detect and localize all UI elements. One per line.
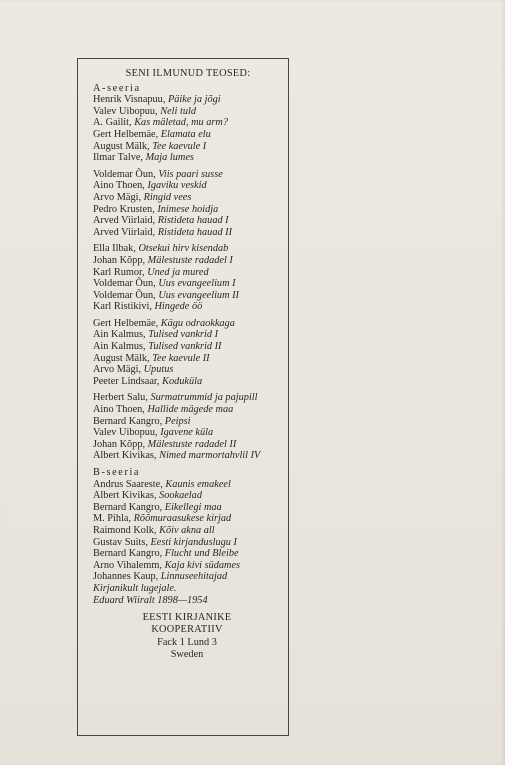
book-title: Uputus bbox=[143, 364, 174, 376]
series-a-group bbox=[93, 392, 281, 462]
book-author: August Mälk, bbox=[93, 140, 150, 152]
book-entry bbox=[93, 341, 281, 353]
book-author: Karl Ristikivi, bbox=[93, 301, 152, 313]
series-a-group bbox=[93, 169, 281, 239]
book-title: Nimed marmortahvlil IV bbox=[159, 450, 261, 462]
book-author: Bernard Kangro, bbox=[93, 548, 163, 560]
book-title: Elamata elu bbox=[160, 128, 211, 140]
book-author: Ilmar Talve, bbox=[93, 152, 143, 164]
book-title: Ristideta hauad II bbox=[157, 226, 233, 238]
book-entry bbox=[93, 479, 281, 491]
book-entry bbox=[93, 548, 281, 560]
series-a-list bbox=[93, 94, 281, 462]
book-author: Voldemar Õun, bbox=[93, 168, 156, 180]
book-author: Arvo Mägi, bbox=[93, 191, 142, 203]
book-title: Maja lumes bbox=[145, 152, 194, 164]
book-entry bbox=[93, 106, 281, 118]
book-author: Ain Kalmus, bbox=[93, 341, 146, 353]
book-title: Tee kaevule II bbox=[152, 352, 210, 364]
book-title: Eesti kirjanduslugu I bbox=[150, 536, 237, 548]
book-author: Ella Ilbak, bbox=[93, 243, 136, 255]
book-title: Sookaelad bbox=[159, 490, 202, 502]
book-author: Gert Helbemäe, bbox=[93, 128, 159, 140]
book-author: Johan Kõpp, bbox=[93, 254, 146, 266]
book-title: Tee kaevule I bbox=[152, 140, 207, 152]
book-entry bbox=[93, 364, 281, 376]
book-author: Henrik Visnapuu, bbox=[93, 94, 166, 106]
book-author: A. Gailit, bbox=[93, 117, 132, 129]
book-entry bbox=[93, 117, 281, 129]
book-title: Flucht und Bleibe bbox=[164, 548, 239, 560]
book-entry bbox=[93, 450, 281, 462]
book-author: Gert Helbemäe, bbox=[93, 317, 159, 329]
book-title: Uus evangeelium II bbox=[158, 289, 239, 301]
book-title: Igavene küla bbox=[160, 427, 214, 439]
book-author: Albert Kivikas, bbox=[93, 490, 157, 502]
book-entry bbox=[93, 416, 281, 428]
book-author: Andrus Saareste, bbox=[93, 478, 163, 490]
book-entry bbox=[93, 513, 281, 525]
book-title: Linnuseehitajad bbox=[160, 571, 228, 583]
book-entry bbox=[93, 129, 281, 141]
book-entry bbox=[93, 353, 281, 365]
book-author: Peeter Lindsaar, bbox=[93, 375, 160, 387]
book-entry bbox=[93, 255, 281, 267]
book-entry bbox=[93, 180, 281, 192]
book-author: Albert Kivikas, bbox=[93, 450, 157, 462]
book-title: Uus evangeelium I bbox=[158, 278, 236, 290]
book-entry bbox=[93, 490, 281, 502]
series-a-group bbox=[93, 243, 281, 313]
book-author: Pedro Krusten, bbox=[93, 203, 155, 215]
book-author: Gustav Suits, bbox=[93, 536, 148, 548]
book-author: Valev Uibopuu, bbox=[93, 105, 158, 117]
book-title: Rõõmuraasukese kirjad bbox=[133, 513, 232, 525]
book-author: August Mälk, bbox=[93, 352, 150, 364]
list-heading: SENI ILMUNUD TEOSED: bbox=[125, 68, 251, 79]
book-author: Raimond Kolk, bbox=[93, 524, 157, 536]
series-b-label: B-seeria bbox=[93, 467, 141, 478]
book-entry bbox=[93, 141, 281, 153]
book-entry bbox=[93, 537, 281, 549]
book-title: Päike ja jõgi bbox=[167, 94, 221, 106]
book-title: Eikellegi maa bbox=[164, 501, 222, 513]
book-author: Herbert Salu, bbox=[93, 392, 148, 404]
book-title: Kaja kivi südames bbox=[164, 559, 241, 571]
book-entry bbox=[93, 439, 281, 451]
publisher-address: Fack 1 Lund 3 bbox=[157, 636, 217, 648]
publisher-name-line: KOOPERATIIV bbox=[151, 624, 223, 636]
book-title: Otsekui hirv kisendab bbox=[138, 243, 229, 255]
book-title: Kas mäletad, mu arm? bbox=[134, 117, 229, 129]
book-entry bbox=[93, 152, 281, 164]
book-title: Uned ja mured bbox=[147, 266, 209, 278]
book-author: Arved Viirlaid, bbox=[93, 226, 156, 238]
book-author: Johannes Kaup, bbox=[93, 571, 159, 583]
book-entry bbox=[93, 94, 281, 106]
book-entry bbox=[93, 329, 281, 341]
book-title: Peipsi bbox=[164, 415, 191, 427]
book-title: Kaunis emakeel bbox=[165, 478, 231, 490]
book-title: Surmatrummid ja pajupill bbox=[150, 392, 258, 404]
series-a-group bbox=[93, 318, 281, 388]
book-author: Karl Rumor, bbox=[93, 266, 145, 278]
book-title: Ristideta hauad I bbox=[157, 215, 229, 227]
book-author: Arvo Mägi, bbox=[93, 364, 142, 376]
book-entry bbox=[93, 169, 281, 181]
book-author: Arved Viirlaid, bbox=[93, 215, 156, 227]
book-entry bbox=[93, 301, 281, 313]
book-entry bbox=[93, 318, 281, 330]
book-author: Voldemar Õun, bbox=[93, 289, 156, 301]
book-title: Inimese hoidja bbox=[157, 203, 219, 215]
publisher-name-line: EESTI KIRJANIKE bbox=[142, 612, 232, 624]
series-a-group bbox=[93, 94, 281, 164]
book-entry bbox=[93, 227, 281, 239]
book-title: Mälestuste radadel II bbox=[147, 438, 237, 450]
book-entry bbox=[93, 267, 281, 279]
book-entry bbox=[93, 204, 281, 216]
publisher-country: Sweden bbox=[170, 648, 204, 660]
book-title: Kõiv akna all bbox=[159, 524, 215, 536]
book-title: Hingede öö bbox=[154, 301, 203, 313]
book-entry bbox=[93, 571, 281, 583]
book-author: Bernard Kangro, bbox=[93, 415, 163, 427]
book-entry bbox=[93, 392, 281, 404]
book-author: Aino Thoen, bbox=[93, 180, 145, 192]
book-entry bbox=[93, 278, 281, 290]
book-author: Valev Uibopuu, bbox=[93, 427, 158, 439]
page-edge bbox=[505, 0, 512, 765]
book-author: Bernard Kangro, bbox=[93, 501, 163, 513]
book-title: Viis paari susse bbox=[158, 168, 223, 180]
book-author: Ain Kalmus, bbox=[93, 329, 146, 341]
book-entry bbox=[93, 502, 281, 514]
book-title: Hallide mägede maa bbox=[147, 404, 234, 416]
book-author: Arno Vihalemm, bbox=[93, 559, 162, 571]
book-entry bbox=[93, 525, 281, 537]
book-entry bbox=[93, 215, 281, 227]
book-title: Igaviku veskid bbox=[147, 180, 207, 192]
book-author: Voldemar Õun, bbox=[93, 278, 156, 290]
book-title: Ringid vees bbox=[143, 191, 192, 203]
book-entry bbox=[93, 192, 281, 204]
book-title: Mälestuste radadel I bbox=[147, 254, 233, 266]
publisher-block bbox=[93, 612, 281, 661]
book-entry bbox=[93, 243, 281, 255]
series-a-label: A-seeria bbox=[93, 82, 141, 94]
book-entry bbox=[93, 560, 281, 572]
italic-note-line: Eduard Wiiralt 1898—1954 bbox=[93, 594, 208, 606]
book-author: Aino Thoen, bbox=[93, 404, 145, 416]
book-title: Kägu odraokkaga bbox=[160, 317, 235, 329]
book-author: Johan Kõpp, bbox=[93, 438, 146, 450]
italic-note-line: Kirjanikult lugejale. bbox=[93, 582, 177, 594]
book-entry bbox=[93, 376, 281, 388]
book-title: Neli tuld bbox=[160, 105, 196, 117]
book-entry bbox=[93, 404, 281, 416]
book-entry bbox=[93, 427, 281, 439]
book-entry bbox=[93, 290, 281, 302]
publication-list bbox=[93, 68, 281, 661]
book-title: Koduküla bbox=[162, 375, 203, 387]
book-author: M. Pihla, bbox=[93, 513, 132, 525]
series-b-list bbox=[93, 479, 281, 583]
book-title: Tulised vankrid I bbox=[148, 329, 219, 341]
book-title: Tulised vankrid II bbox=[148, 341, 222, 353]
